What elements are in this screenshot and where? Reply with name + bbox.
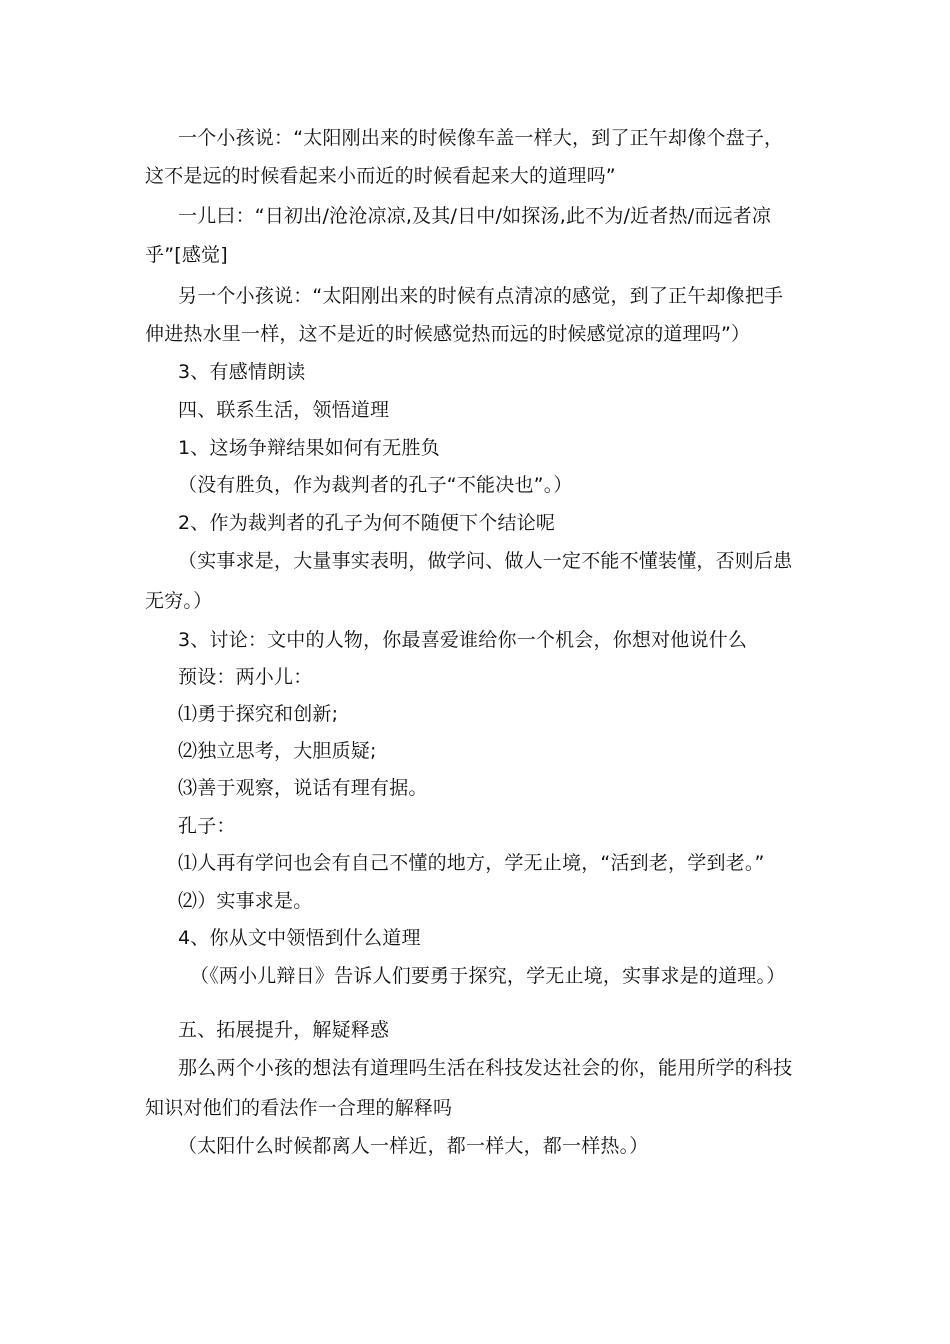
text-line: （《两小儿辩日》告诉人们要勇于探究，学无止境，实事求是的道理。） bbox=[190, 965, 786, 987]
text-line: （实事求是，大量事实表明，做学问、做人一定不能不懂装懂，否则后患 bbox=[178, 550, 793, 572]
text-line: 知识对他们的看法作一合理的解释吗 bbox=[145, 1097, 453, 1119]
section-heading: 五、拓展提升，解疑释惑 bbox=[178, 1019, 390, 1041]
text-line: ⑴勇于探究和创新; bbox=[178, 703, 339, 725]
text-line: 无穷。） bbox=[145, 590, 213, 612]
text-line: 那么两个小孩的想法有道理吗生活在科技发达社会的你，能用所学的科技 bbox=[178, 1057, 793, 1079]
text-line: 4、你从文中领悟到什么道理 bbox=[178, 927, 421, 949]
text-line: 孔子： bbox=[178, 815, 236, 837]
text-line: 另一个小孩说：“太阳刚出来的时候有点清凉的感觉，到了正午却像把手 bbox=[178, 285, 784, 307]
text-line: 2、作为裁判者的孔子为何不随便下个结论呢 bbox=[178, 512, 556, 534]
text-line: 3、有感情朗读 bbox=[178, 361, 306, 383]
text-line: 一个小孩说：“太阳刚出来的时候像车盖一样大，到了正午却像个盘子， bbox=[178, 127, 784, 149]
text-line: （没有胜负，作为裁判者的孔子“不能决也”。） bbox=[178, 474, 573, 496]
text-line: 乎”[感觉] bbox=[145, 244, 228, 266]
text-line: ⑵独立思考，大胆质疑; bbox=[178, 740, 377, 762]
section-heading: 四、联系生活，领悟道理 bbox=[178, 399, 390, 421]
text-line: （太阳什么时候都离人一样近，都一样大，都一样热。） bbox=[178, 1135, 649, 1157]
text-line: 这不是远的时候看起来小而近的时候看起来大的道理吗” bbox=[145, 165, 616, 187]
text-line: ⑴人再有学问也会有自己不懂的地方，学无止境，“活到老，学到老。” bbox=[178, 852, 765, 874]
text-line: ⑶善于观察，说话有理有据。 bbox=[178, 777, 428, 799]
text-line: ⑵）实事求是。 bbox=[178, 890, 313, 912]
text-line: 3、讨论：文中的人物，你最喜爱谁给你一个机会，你想对他说什么 bbox=[178, 629, 748, 651]
text-line: 预设：两小儿： bbox=[178, 666, 313, 688]
text-line: 1、这场争辩结果如何有无胜负 bbox=[178, 437, 440, 459]
text-line: 一儿曰：“日初出/沧沧凉凉,及其/日中/如探汤,此不为/近者热/而远者凉 bbox=[178, 205, 772, 227]
text-line: 伸进热水里一样，这不是近的时候感觉热而远的时候感觉凉的道理吗”） bbox=[145, 323, 751, 345]
